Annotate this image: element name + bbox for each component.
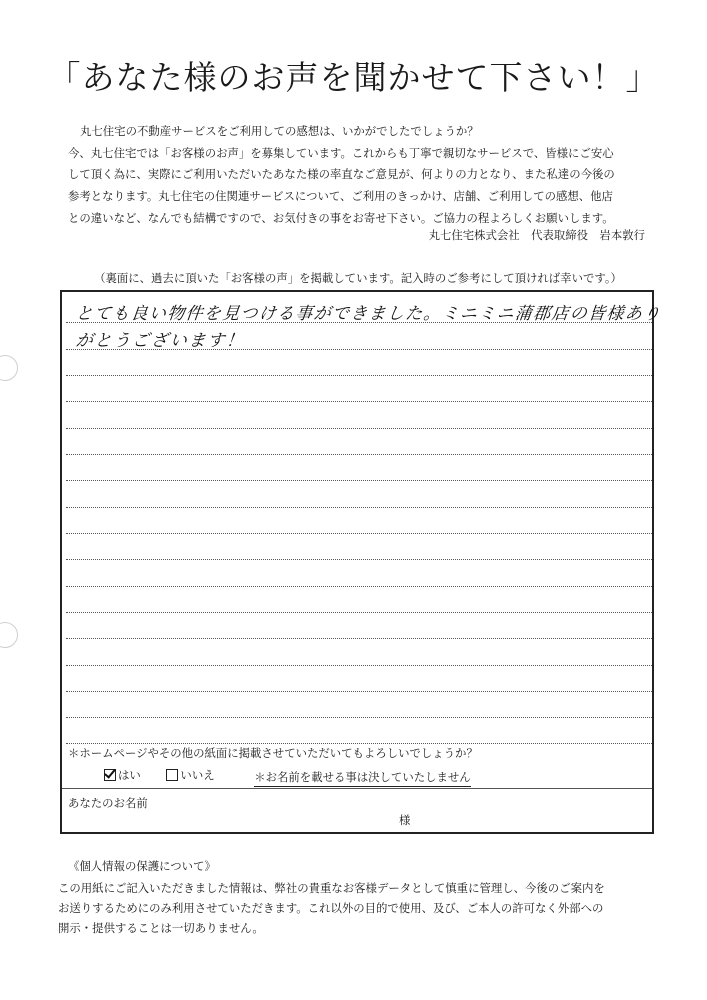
ruled-line (66, 612, 652, 613)
intro-line: して頂く為に、実際にご利用いただいたあなた様の率直なご意見が、何よりの力となり、また私達の今後の (68, 167, 615, 182)
handwritten-comment-line: がとうございます！ (74, 331, 246, 351)
privacy-line: お送りするためにのみ利用させていただきます。これ以外の目的で使用、及び、ご本人の許可なく外部への (58, 901, 604, 915)
punch-hole-lower (0, 622, 18, 648)
no-checkbox[interactable] (166, 769, 178, 781)
intro-text (68, 121, 658, 230)
ruled-line (66, 559, 652, 560)
ruled-line (66, 586, 652, 587)
ruled-line (66, 428, 652, 429)
privacy-line: 開示・提供することは一切ありません。 (58, 921, 264, 935)
ruled-line (66, 665, 652, 666)
yes-label: はい (118, 768, 141, 782)
ruled-line (66, 691, 652, 692)
intro-line: 参考となります。丸七住宅の住関連サービスについて、ご利用のきっかけ、店舗、ご利用しての感想、他店 (68, 189, 613, 204)
ruled-line (66, 401, 652, 402)
ruled-line (66, 638, 652, 639)
intro-line: との違いなど、なんでも結構ですので、お気付きの事をお寄せ下さい。ご協力の程よろしくお願いします。 (68, 210, 614, 225)
permission-options (104, 767, 471, 787)
privacy-line: この用紙にご記入いただきました情報は、弊社の貴重なお客様データとして慎重に管理し、今後のご案内を (58, 881, 605, 895)
ruled-line (66, 717, 652, 718)
signer: 丸七住宅株式会社 代表取締役 岩本敦行 (428, 228, 645, 242)
feedback-form (60, 290, 663, 834)
name-label: あなたのお名前 (68, 796, 148, 810)
name-disclaimer: ＊お名前を載せる事は決していたしません (254, 769, 470, 787)
ruled-line (66, 507, 652, 508)
divider (62, 788, 652, 789)
yes-checkbox[interactable] (104, 769, 116, 781)
name-honorific: 様 (399, 813, 411, 827)
ruled-line (66, 454, 652, 455)
ruled-line (66, 743, 652, 744)
punch-hole-upper (0, 355, 18, 381)
privacy-text (58, 878, 668, 938)
intro-line: 丸七住宅の不動産サービスをご利用しての感想は、いかがでしたでしょうか？ (80, 124, 479, 138)
ruled-line (66, 375, 652, 376)
reference-note: （裏面に、過去に頂いた「お客様の声」を掲載しています。記入時のご参考にして頂ければ幸いです。） (94, 271, 622, 285)
intro-line: 今、丸七住宅では「お客様のお声」を募集しています。これからも丁寧で親切なサービスで、皆様にご安心 (68, 145, 614, 160)
comment-area[interactable] (66, 292, 652, 752)
ruled-line (66, 480, 652, 481)
permission-question: ＊ホームページやその他の紙面に掲載させていただいてもよろしいでしょうか？ (68, 746, 478, 760)
page-title: 「あなた様のお声を聞かせて下さい！」 (47, 58, 660, 97)
ruled-line (66, 533, 652, 534)
no-label: いいえ (180, 768, 215, 782)
privacy-heading: 《個人情報の保護について》 (68, 859, 216, 873)
no-option[interactable] (166, 767, 214, 783)
yes-option[interactable] (104, 767, 141, 783)
handwritten-comment-line: とても良い物件を見つける事ができました。ミニミニ蒲郡店の皆様あり (74, 304, 663, 324)
